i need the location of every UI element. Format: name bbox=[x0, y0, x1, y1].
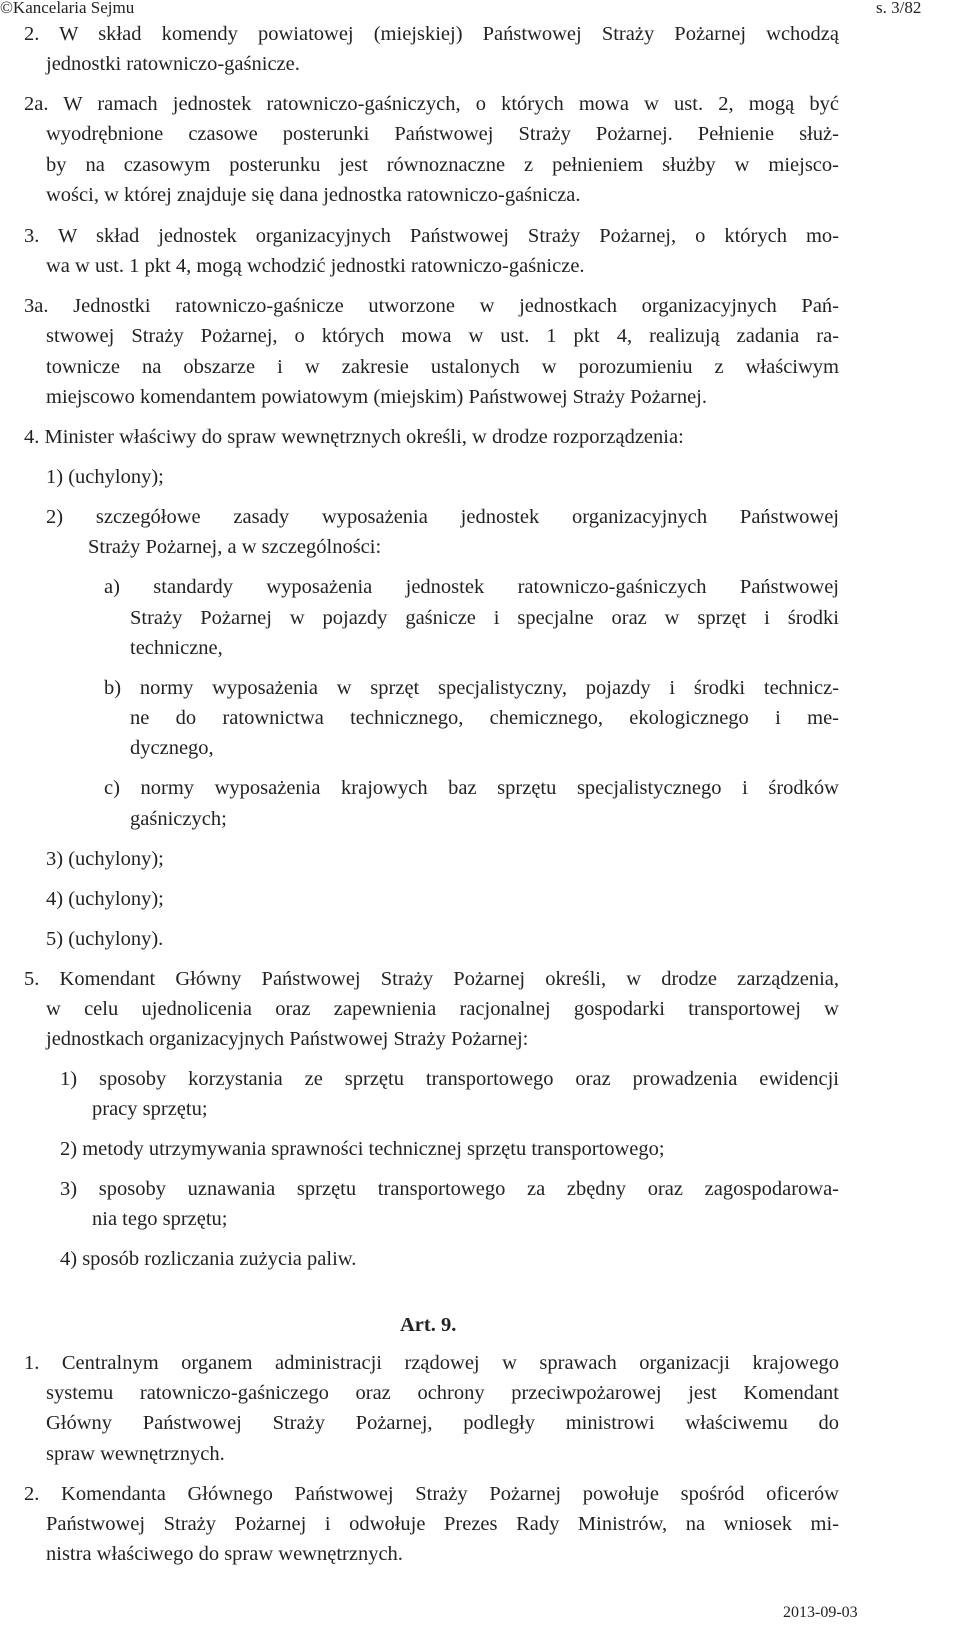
page-number: s. 3/82 bbox=[876, 0, 922, 17]
text-line: jednostkach organizacyjnych Państwowej Straży Pożarnej: bbox=[46, 1028, 529, 1050]
text-line: wa w ust. 1 pkt 4, mogą wchodzić jednostki ratowniczo-gaśnicze. bbox=[46, 255, 585, 277]
text-line: 3. W skład jednostek organizacyjnych Państwowej Straży Pożarnej, o których mo- bbox=[24, 225, 839, 247]
text-line: 2a. W ramach jednostek ratowniczo-gaśniczych, o których mowa w ust. 2, mogą być bbox=[24, 93, 839, 115]
text-line: 4) sposób rozliczania zużycia paliw. bbox=[60, 1248, 357, 1270]
text-line: pracy sprzętu; bbox=[92, 1098, 208, 1120]
text-line: ne do ratownictwa technicznego, chemicznego, ekologicznego i me- bbox=[130, 707, 839, 729]
text-line: w celu ujednolicenia oraz zapewnienia racjonalnej gospodarki transportowej w bbox=[46, 998, 839, 1020]
text-line: by na czasowym posterunku jest równoznaczne z pełnieniem służby w miejsco- bbox=[46, 154, 839, 176]
text-line: Straży Pożarnej, a w szczególności: bbox=[88, 536, 382, 558]
text-line: dycznego, bbox=[130, 737, 214, 759]
text-line: gaśniczych; bbox=[130, 808, 227, 830]
text-line: Główny Państwowej Straży Pożarnej, podległy ministrowi właściwemu do bbox=[46, 1412, 839, 1434]
text-line: 2) metody utrzymywania sprawności technicznej sprzętu transportowego; bbox=[60, 1138, 665, 1160]
text-line: jednostki ratowniczo-gaśnicze. bbox=[46, 53, 300, 75]
copyright-label: ©Kancelaria Sejmu bbox=[0, 0, 135, 17]
text-line: c) normy wyposażenia krajowych baz sprzętu specjalistycznego i środków bbox=[104, 777, 839, 799]
text-line: a) standardy wyposażenia jednostek ratowniczo-gaśniczych Państwowej bbox=[104, 576, 839, 598]
text-line: miejscowo komendantem powiatowym (miejskim) Państwowej Straży Pożarnej. bbox=[46, 386, 707, 408]
footer-date: 2013-09-03 bbox=[783, 1604, 858, 1621]
text-line: 4. Minister właściwy do spraw wewnętrznych określi, w drodze rozporządzenia: bbox=[24, 426, 684, 448]
text-line: b) normy wyposażenia w sprzęt specjalistyczny, pojazdy i środki technicz- bbox=[104, 677, 839, 699]
text-line: 2. Komendanta Głównego Państwowej Straży Pożarnej powołuje spośród oficerów bbox=[24, 1483, 839, 1505]
article-heading: Art. 9. bbox=[400, 1314, 457, 1336]
text-line: townicze na obszarze i w zakresie ustalonych w porozumieniu z właściwym bbox=[46, 356, 839, 378]
text-line: spraw wewnętrznych. bbox=[46, 1443, 225, 1465]
text-line: wości, w której znajduje się dana jednostka ratowniczo-gaśnicza. bbox=[46, 184, 581, 206]
text-line: 2. W skład komendy powiatowej (miejskiej) Państwowej Straży Pożarnej wchodzą bbox=[24, 23, 839, 45]
text-line: 1) sposoby korzystania ze sprzętu transportowego oraz prowadzenia ewidencji bbox=[60, 1068, 839, 1090]
text-line: 2) szczegółowe zasady wyposażenia jednostek organizacyjnych Państwowej bbox=[46, 506, 839, 528]
text-line: techniczne, bbox=[130, 637, 223, 659]
text-line: nistra właściwego do spraw wewnętrznych. bbox=[46, 1543, 403, 1565]
text-line: 5. Komendant Główny Państwowej Straży Pożarnej określi, w drodze zarządzenia, bbox=[24, 968, 839, 990]
text-line: 4) (uchylony); bbox=[46, 888, 164, 910]
text-line: 1. Centralnym organem administracji rządowej w sprawach organizacji krajowego bbox=[24, 1352, 839, 1374]
text-line: nia tego sprzętu; bbox=[92, 1208, 228, 1230]
text-line: Straży Pożarnej w pojazdy gaśnicze i specjalne oraz w sprzęt i środki bbox=[130, 607, 839, 629]
text-line: Państwowej Straży Pożarnej i odwołuje Prezes Rady Ministrów, na wniosek mi- bbox=[46, 1513, 839, 1535]
text-line: 3a. Jednostki ratowniczo-gaśnicze utworzone w jednostkach organizacyjnych Pań- bbox=[24, 295, 839, 317]
text-line: wyodrębnione czasowe posterunki Państwowej Straży Pożarnej. Pełnienie służ- bbox=[46, 123, 839, 145]
text-line: 3) sposoby uznawania sprzętu transportowego za zbędny oraz zagospodarowa- bbox=[60, 1178, 839, 1200]
text-line: 1) (uchylony); bbox=[46, 466, 164, 488]
text-line: stwowej Straży Pożarnej, o których mowa w ust. 1 pkt 4, realizują zadania ra- bbox=[46, 325, 839, 347]
text-line: 5) (uchylony). bbox=[46, 928, 164, 950]
text-line: 3) (uchylony); bbox=[46, 848, 164, 870]
text-line: systemu ratowniczo-gaśniczego oraz ochrony przeciwpożarowej jest Komendant bbox=[46, 1382, 839, 1404]
